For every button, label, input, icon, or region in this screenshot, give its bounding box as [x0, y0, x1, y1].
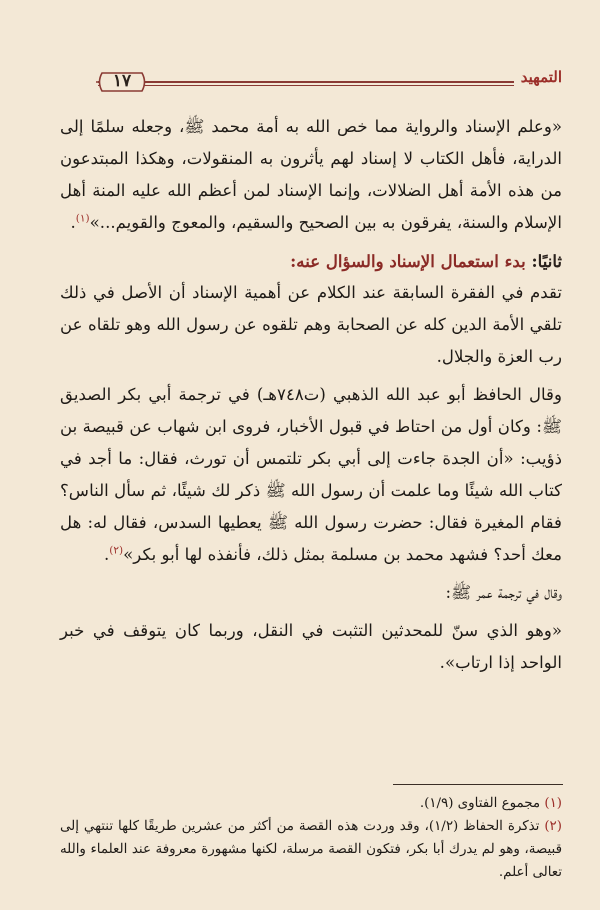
quote-text: «وعلم الإسناد والرواية مما خص الله به أمة محمد ﷺ، وجعله سلمًا إلى الدراية، فأهل الكتاب لا إسناد لهم يأثرون به المنقولات، وهكذا المبتدعون من هذه الأمة أهل الضلالات، وإنما الإسناد لمن أعظم الله عليه المنة أهل الإسلام والسنة، يفرقون به بين الصحيح والسقيم، والمعوج والقويم...» — [60, 117, 562, 232]
header-rule — [98, 81, 514, 83]
paragraph-umar-quote: «وهو الذي سنّ للمحدثين التثبت في النقل، وربما كان يتوقف في خبر الواحد إذا ارتاب». — [60, 621, 562, 672]
main-text — [60, 111, 562, 679]
running-header — [60, 68, 562, 98]
footnote-text: تذكرة الحفاظ (١/٢)، وقد وردت هذه القصة من أكثر من عشرين طريقًا كلها تنتهي إلى قبيصة، وهو لم يدرك أبا بكر، فتكون القصة مرسلة، لكنها مشهورة معروفة عند العلماء والله تعالى أعلم. — [60, 819, 562, 880]
paragraph-umar: وقال في ترجمة عمر ﷺ: — [445, 583, 562, 602]
chapter-title: التمهيد — [520, 68, 562, 86]
footnote-1 — [60, 792, 562, 815]
footnote-mark: (٢) — [544, 819, 562, 834]
paragraph-dhahabi-end: . — [104, 545, 110, 564]
quote-end: . — [70, 213, 76, 232]
header-rule-thin — [98, 85, 514, 86]
paragraph-intro: تقدم في الفقرة السابقة عند الكلام عن أهمية الإسناد أن الأصل في ذلك تلقي الأمة الدين كله عن الصحابة وهم تلقوه عن رسول الله وهو تلقاه عن رب العزة والجلال. — [60, 283, 562, 366]
footnote-ref-1: (١) — [75, 212, 90, 225]
footnote-separator — [393, 784, 563, 785]
section-heading — [60, 245, 562, 277]
footnote-text: مجموع الفتاوى (١/٩). — [419, 796, 541, 811]
footnote-ref-2: (٢) — [109, 544, 124, 557]
section-number: ثانيًا: — [531, 251, 562, 271]
footnote-mark: (١) — [544, 796, 562, 811]
quote-paragraph — [60, 111, 562, 239]
footnotes — [60, 792, 562, 884]
page-number: ١٧ — [112, 71, 132, 91]
paragraph-dhahabi-text: وقال الحافظ أبو عبد الله الذهبي (ت٧٤٨هـ) في ترجمة أبي بكر الصديق ﷺ: وكان أول من احتاط في قبول الأخبار، فروى ابن شهاب عن قبيصة بن ذؤيب: «أن الجدة جاءت إلى أبي بكر تلتمس أن تورث، فقال: ما أجد في كتاب الله شيئًا وما علمت أن رسول الله ﷺ ذكر لك شيئًا، ثم سأل الناس؟ فقام المغيرة فقال: حضرت رسول الله ﷺ يعطيها السدس، فقال له: هل معك أحد؟ فشهد محمد بن مسلمة بمثل ذلك، فأنفذه لها أبو بكر» — [60, 385, 563, 564]
paragraph-dhahabi — [60, 379, 562, 571]
section-title: بدء استعمال الإسناد والسؤال عنه: — [290, 251, 526, 271]
page-number-badge — [96, 70, 148, 94]
footnote-2 — [60, 815, 562, 884]
